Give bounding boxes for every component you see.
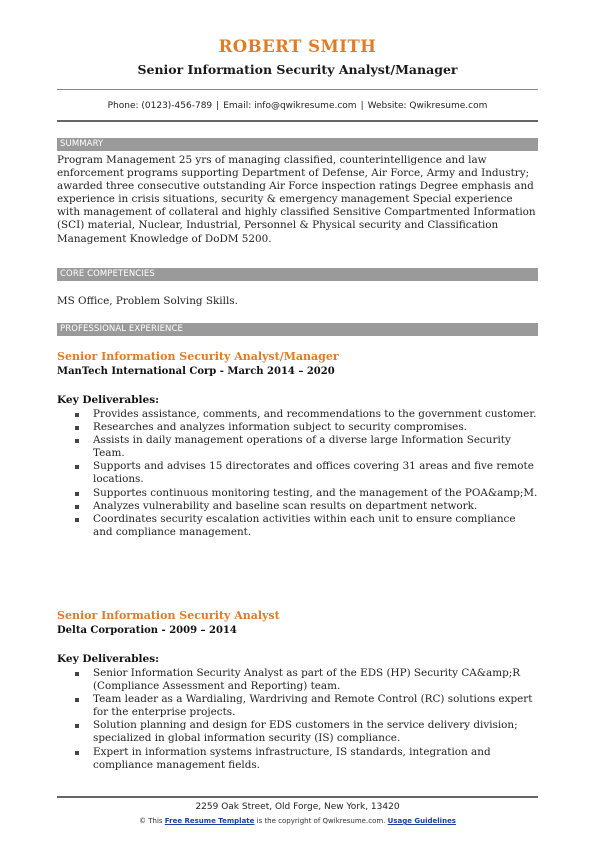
- contact-website[interactable]: Website: Qwikresume.com: [367, 101, 488, 111]
- list-item-text: Analyzes vulnerability and baseline scan results on department network.: [93, 499, 478, 512]
- list-item-text: Researches and analyzes information subject to security compromises.: [93, 421, 467, 434]
- list-item: [57, 421, 538, 434]
- list-item: [57, 513, 538, 539]
- list-item: [57, 487, 538, 500]
- footer-address: 2259 Oak Street, Old Forge, New York, 13420: [195, 802, 400, 812]
- list-item: [57, 500, 538, 513]
- bullet-icon: [75, 439, 79, 443]
- key-deliverables-label: Key Deliverables:: [57, 653, 160, 665]
- list-item: [57, 667, 538, 693]
- list-item: [57, 746, 538, 772]
- deliverables-list: [57, 408, 538, 539]
- job-company: Delta Corporation - 2009 – 2014: [57, 625, 237, 636]
- summary-text: Program Management 25 yrs of managing classified, counterintelligence and law enforcement programs supporting Department of Defense, Air Force, Army and Industry; awarded three consecutive outstanding Air Force inspection ratings Degree emphasis and experience in crisis situations, security & emergency management Special experience with management of collateral and highly classified Sensitive Compartmented Information (SCI) material, Nuclear, Industrial, Personnel & Physical security and Classification Management Knowledge of DoDM 5200.: [57, 154, 536, 245]
- bullet-icon: [75, 518, 79, 522]
- job-title: Senior Information Security Analyst: [57, 609, 280, 622]
- contact-separator: |: [216, 101, 220, 111]
- bullet-icon: [75, 413, 79, 417]
- job-title: Senior Information Security Analyst/Manager: [57, 350, 339, 363]
- bullet-icon: [75, 724, 79, 728]
- bullet-icon: [75, 492, 79, 496]
- footer-divider: [57, 796, 538, 798]
- list-item: [57, 408, 538, 421]
- copyright-text: is the copyright of Qwikresume.com.: [256, 817, 386, 825]
- list-item-text: Coordinates security escalation activities within each unit to ensure compliance and compliance management.: [93, 512, 516, 538]
- bullet-icon: [75, 698, 79, 702]
- candidate-title: Senior Information Security Analyst/Manager: [137, 62, 458, 77]
- contact-separator: |: [360, 101, 364, 111]
- section-header-competencies: CORE COMPETENCIES: [57, 268, 538, 281]
- list-item: [57, 460, 538, 486]
- list-item: [57, 719, 538, 745]
- list-item-text: Supports and advises 15 directorates and offices covering 31 areas and five remote locations.: [93, 460, 534, 486]
- list-item-text: Senior Information Security Analyst as part of the EDS (HP) Security CA&amp;R (Compliance Assessment and Reporting) team.: [93, 667, 521, 693]
- contact-phone: Phone: (0123)-456-789: [107, 101, 213, 111]
- contact-divider: [57, 120, 538, 122]
- list-item-text: Provides assistance, comments, and recommendations to the government customer.: [93, 408, 537, 420]
- list-item-text: Expert in information systems infrastructure, IS standards, integration and compliance management fields.: [93, 745, 491, 771]
- competencies-text: MS Office, Problem Solving Skills.: [57, 295, 238, 307]
- usage-guidelines-link[interactable]: Usage Guidelines: [387, 817, 456, 825]
- bullet-icon: [75, 426, 79, 430]
- candidate-name: ROBERT SMITH: [218, 37, 377, 56]
- list-item-text: Supportes continuous monitoring testing, and the management of the POA&amp;M.: [93, 486, 538, 499]
- footer-copyright: [0, 817, 595, 825]
- list-item: [57, 434, 538, 460]
- list-item-text: Solution planning and design for EDS customers in the service delivery division; specialized in global information security (IS) compliance.: [93, 719, 518, 745]
- free-resume-template-link[interactable]: Free Resume Template: [164, 817, 255, 825]
- deliverables-list: [57, 667, 538, 772]
- key-deliverables-label: Key Deliverables:: [57, 394, 160, 406]
- section-header-experience: PROFESSIONAL EXPERIENCE: [57, 323, 538, 336]
- bullet-icon: [75, 751, 79, 755]
- bullet-icon: [75, 465, 79, 469]
- list-item-text: Team leader as a Wardialing, Wardriving and Remote Control (RC) solutions expert for the enterprise projects.: [93, 693, 533, 719]
- copyright-prefix: © This: [139, 817, 163, 825]
- list-item: [57, 693, 538, 719]
- section-header-summary: SUMMARY: [57, 138, 538, 151]
- bullet-icon: [75, 672, 79, 676]
- bullet-icon: [75, 505, 79, 509]
- header-divider: [57, 89, 538, 90]
- contact-email[interactable]: Email: info@qwikresume.com: [223, 101, 357, 111]
- contact-line: [0, 101, 595, 111]
- job-company: ManTech International Corp - March 2014 – 2020: [57, 366, 335, 377]
- list-item-text: Assists in daily management operations of a diverse large Information Security Team.: [93, 434, 511, 460]
